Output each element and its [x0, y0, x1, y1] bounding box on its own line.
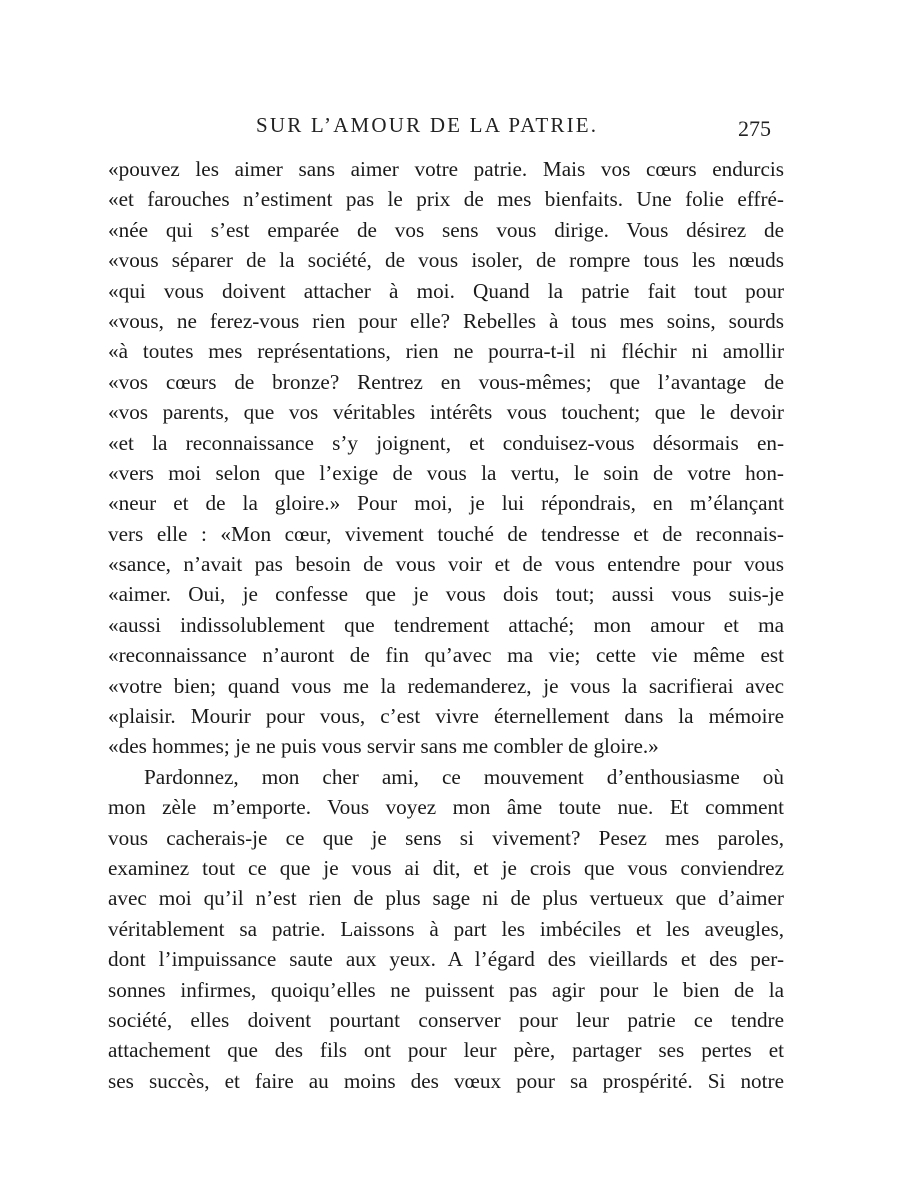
text-line: sonnes infirmes, quoiqu’elles ne puissent pas agir pour le bien de la: [108, 977, 784, 1002]
text-line: «sance, n’avait pas besoin de vous voir et de vous entendre pour vous: [108, 552, 784, 577]
text-line: ses succès, et faire au moins des vœux pour sa prospérité. Si notre: [108, 1068, 784, 1093]
text-line: Pardonnez, mon cher ami, ce mouvement d’enthousiasme où: [144, 764, 784, 789]
text-line: «vos cœurs de bronze? Rentrez en vous-mêmes; que l’avantage de: [108, 369, 784, 394]
body-text: [108, 154, 784, 1096]
text-line: avec moi qu’il n’est rien de plus sage ni de plus vertueux que d’aimer: [108, 886, 784, 911]
text-line: «votre bien; quand vous me la redemanderez, je vous la sacrifierai avec: [108, 673, 784, 698]
text-line: dont l’impuissance saute aux yeux. A l’égard des vieillards et des per-: [108, 947, 784, 972]
text-line: «aimer. Oui, je confesse que je vous dois tout; aussi vous suis-je: [108, 582, 784, 607]
running-head: [0, 113, 900, 143]
text-line: «des hommes; je ne puis vous servir sans me combler de gloire.»: [108, 734, 659, 759]
running-title: SUR L’AMOUR DE LA PATRIE.: [256, 113, 599, 137]
paragraph-1: [108, 154, 784, 762]
text-line: «qui vous doivent attacher à moi. Quand la patrie fait tout pour: [108, 278, 784, 303]
text-line: société, elles doivent pourtant conserver pour leur patrie ce tendre: [108, 1007, 784, 1032]
text-line: «vers moi selon que l’exige de vous la vertu, le soin de votre hon-: [108, 460, 784, 485]
text-line: «née qui s’est emparée de vos sens vous dirige. Vous désirez de: [108, 217, 784, 242]
text-line: «pouvez les aimer sans aimer votre patrie. Mais vos cœurs endurcis: [108, 157, 784, 181]
text-line: vers elle : «Mon cœur, vivement touché de tendresse et de reconnais-: [108, 521, 784, 546]
text-line: mon zèle m’emporte. Vous voyez mon âme toute nue. Et comment: [108, 795, 784, 820]
text-line: «plaisir. Mourir pour vous, c’est vivre éternellement dans la mémoire: [108, 704, 784, 729]
text-line: «vos parents, que vos véritables intérêts vous touchent; que le devoir: [108, 400, 784, 425]
text-line: «à toutes mes représentations, rien ne pourra-t-il ni fléchir ni amollir: [108, 339, 784, 364]
page-number: 275: [738, 116, 771, 141]
text-line: «neur et de la gloire.» Pour moi, je lui répondrais, en m’élançant: [108, 491, 784, 516]
paragraph-2: [108, 762, 784, 1096]
text-line: attachement que des fils ont pour leur père, partager ses pertes et: [108, 1038, 784, 1063]
text-line: vous cacherais-je ce que je sens si vivement? Pesez mes paroles,: [108, 825, 784, 850]
text-line: examinez tout ce que je vous ai dit, et je crois que vous conviendrez: [108, 855, 784, 880]
text-line: «vous, ne ferez-vous rien pour elle? Rebelles à tous mes soins, sourds: [108, 308, 784, 333]
text-line: «reconnaissance n’auront de fin qu’avec ma vie; cette vie même est: [108, 643, 784, 668]
text-line: «et farouches n’estiment pas le prix de mes bienfaits. Une folie effré-: [108, 187, 784, 212]
text-line: «vous séparer de la société, de vous isoler, de rompre tous les nœuds: [108, 248, 784, 273]
text-line: «aussi indissolublement que tendrement attaché; mon amour et ma: [108, 612, 784, 637]
text-line: «et la reconnaissance s’y joignent, et conduisez-vous désormais en-: [108, 430, 784, 455]
text-line: véritablement sa patrie. Laissons à part les imbéciles et les aveugles,: [108, 916, 784, 941]
